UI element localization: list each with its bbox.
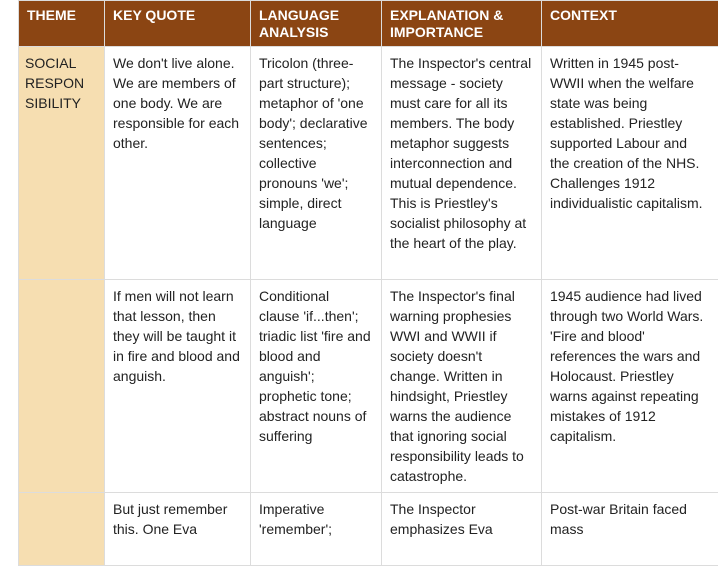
header-explanation: EXPLANATION & IMPORTANCE [382, 1, 542, 47]
context-cell: Written in 1945 post-WWII when the welfare state was being established. Priestley supported Labour and the creation of the NHS. Challenges 1912 individualistic capitalism. [542, 47, 718, 280]
language-cell: Tricolon (three-part structure); metaphor of 'one body'; declarative sentences; collective pronouns 'we'; simple, direct language [251, 47, 382, 280]
language-cell: Conditional clause 'if...then'; triadic list 'fire and blood and anguish'; prophetic tone; abstract nouns of suffering [251, 280, 382, 493]
theme-cell: SOCIAL RESPON SIBILITY [19, 47, 105, 280]
table-row [19, 47, 718, 280]
theme-cell [19, 280, 105, 493]
explanation-cell: The Inspector's final warning prophesies WWI and WWII if society doesn't change. Written in hindsight, Priestley warns the audience that ignoring social responsibility leads to catastrophe. [382, 280, 542, 493]
header-language-analysis: LANGUAGE ANALYSIS [251, 1, 382, 47]
table-body [19, 47, 718, 566]
context-cell: 1945 audience had lived through two World Wars. 'Fire and blood' references the wars and Holocaust. Priestley warns against repeating mistakes of 1912 capitalism. [542, 280, 718, 493]
quote-cell: If men will not learn that lesson, then they will be taught it in fire and blood and anguish. [105, 280, 251, 493]
quote-cell: We don't live alone. We are members of one body. We are responsible for each other. [105, 47, 251, 280]
table-row [19, 493, 718, 566]
explanation-cell: The Inspector emphasizes Eva [382, 493, 542, 566]
header-key-quote: KEY QUOTE [105, 1, 251, 47]
table-row [19, 280, 718, 493]
context-cell: Post-war Britain faced mass [542, 493, 718, 566]
explanation-cell: The Inspector's central message - society must care for all its members. The body metaphor suggests interconnection and mutual dependence. This is Priestley's socialist philosophy at the heart of the play. [382, 47, 542, 280]
header-row [19, 1, 718, 47]
header-theme: THEME [19, 1, 105, 47]
table-header [19, 1, 718, 47]
theme-cell [19, 493, 105, 566]
quote-analysis-table [18, 0, 718, 566]
language-cell: Imperative 'remember'; [251, 493, 382, 566]
header-context: CONTEXT [542, 1, 718, 47]
quote-cell: But just remember this. One Eva [105, 493, 251, 566]
